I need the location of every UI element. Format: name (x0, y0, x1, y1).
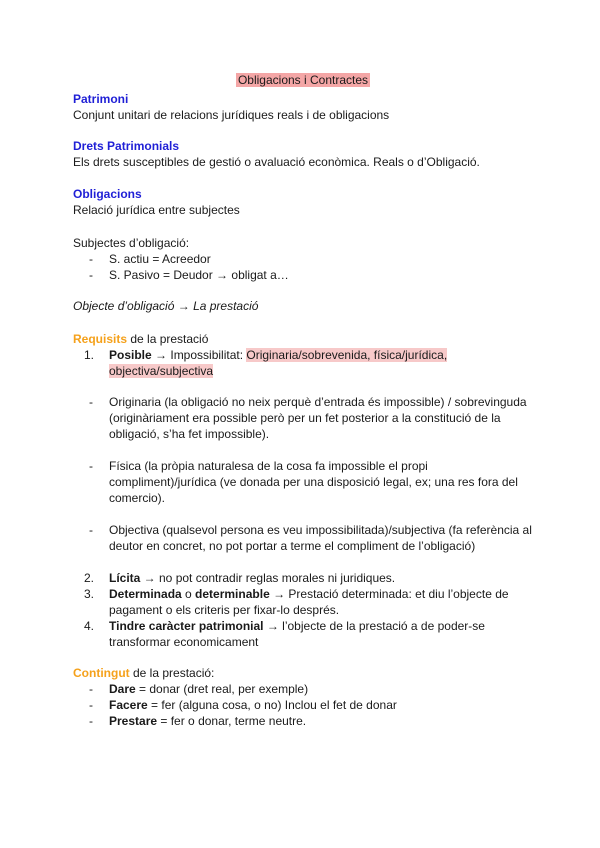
list-item (73, 251, 533, 267)
list-item: - Prestare = fer o donar, terme neutre. (89, 714, 307, 728)
term-facere: Facere (109, 698, 148, 712)
list-item: 4. Tindre caràcter patrimonial → l’objecte de la prestació a de poder-se transformar economicament (84, 619, 485, 649)
requisit-sub-1 (73, 394, 533, 442)
section-patrimoni (73, 91, 533, 123)
term-determinada: Determinada (109, 587, 182, 601)
list-item: 2. Lícita → no pot contradir reglas morales ni juridiques. (84, 571, 396, 585)
section-subjectes (73, 235, 533, 283)
list-item (73, 458, 533, 506)
term-prestare: Prestare (109, 714, 158, 728)
subjectes-list (73, 251, 533, 283)
list-number: 3. (84, 587, 95, 601)
list-number: 4. (84, 619, 95, 633)
list-marker: - (89, 682, 93, 696)
list-marker: - (89, 268, 93, 282)
subjectes-label: Subjectes d’obligació: (73, 236, 190, 250)
list-text: Objectiva (qualsevol persona es veu impossibilitada)/subjectiva (fa referència al deutor en concret, no pot portar a terme el compliment de l’obligació) (109, 523, 532, 553)
heading-requisits: Requisits (73, 332, 128, 346)
list-item: 3. Determinada o determinable → Prestació determinada: et diu l’objecte de pagament o els criteris per fixar-lo després. (84, 587, 509, 617)
heading-obligacions: Obligacions (73, 187, 142, 201)
list-item: - Dare = donar (dret real, per exemple) (89, 682, 309, 696)
section-contingut (73, 665, 533, 729)
term-determinable: determinable (195, 587, 270, 601)
text-patrimoni: Conjunt unitari de relacions jurídiques reals i de obligacions (73, 108, 390, 122)
heading-contingut: Contingut (73, 666, 130, 680)
term-licita: Lícita (109, 571, 141, 585)
list-marker: - (89, 523, 93, 537)
heading-drets: Drets Patrimonials (73, 139, 180, 153)
section-obligacions (73, 186, 533, 218)
term-posible: Posible (109, 348, 152, 362)
list-number: 2. (84, 571, 95, 585)
list-marker: - (89, 459, 93, 473)
list-item: - Facere = fer (alguna cosa, o no) Inclou el fet de donar (89, 698, 397, 712)
objecte-line: Objecte d’obligació → La prestació (73, 299, 259, 313)
list-text: S. Pasivo = Deudor → obligat a… (109, 268, 289, 282)
list-text: S. actiu = Acreedor (109, 252, 211, 266)
highlight-impossibilitat: Originaria/sobrevenida, física/jurídica, objectiva/subjectiva (109, 348, 448, 378)
term-dare: Dare (109, 682, 136, 696)
contingut-heading-line (73, 665, 533, 681)
term-patrimonial: Tindre caràcter patrimonial (109, 619, 264, 633)
list-text: Originaria (la obligació no neix perquè d’entrada és impossible) / sobrevinguda (originàriament era possible però per un fet posterior a la constitució de la obligació, s’ha fet impossible). (109, 395, 527, 441)
requisit-sub-3 (73, 522, 533, 554)
heading-patrimoni: Patrimoni (73, 92, 129, 106)
list-item (73, 267, 533, 283)
list-marker: - (89, 698, 93, 712)
list-marker: - (89, 714, 93, 728)
requisit-1 (73, 347, 533, 379)
document-title: Obligacions i Contractes (237, 73, 369, 87)
list-number: 1. (84, 348, 95, 362)
list-item (73, 394, 533, 442)
requisits-list-2-4 (73, 570, 533, 650)
contingut-list (73, 681, 533, 729)
requisits-heading-line (73, 331, 533, 347)
text-obligacions: Relació jurídica entre subjectes (73, 203, 240, 217)
list-item: 1. Posible → Impossibilitat: Originaria/sobrevenida, física/jurídica, objectiva/subjectiva (84, 348, 448, 378)
list-marker: - (89, 252, 93, 266)
section-drets (73, 138, 533, 170)
contingut-heading-rest: de la prestació: (129, 666, 215, 680)
requisits-heading-rest: de la prestació (127, 332, 209, 346)
section-requisits (73, 331, 533, 347)
list-item (73, 522, 533, 554)
list-marker: - (89, 395, 93, 409)
requisit-sub-2 (73, 458, 533, 506)
list-text: Física (la pròpia naturalesa de la cosa fa impossible el propi compliment)/jurídica (ve donada per una disposició legal, ex; una res fora del comercio). (109, 459, 518, 505)
title-row (73, 72, 533, 88)
text-drets: Els drets susceptibles de gestió o avaluació econòmica. Reals o d’Obligació. (73, 155, 480, 169)
